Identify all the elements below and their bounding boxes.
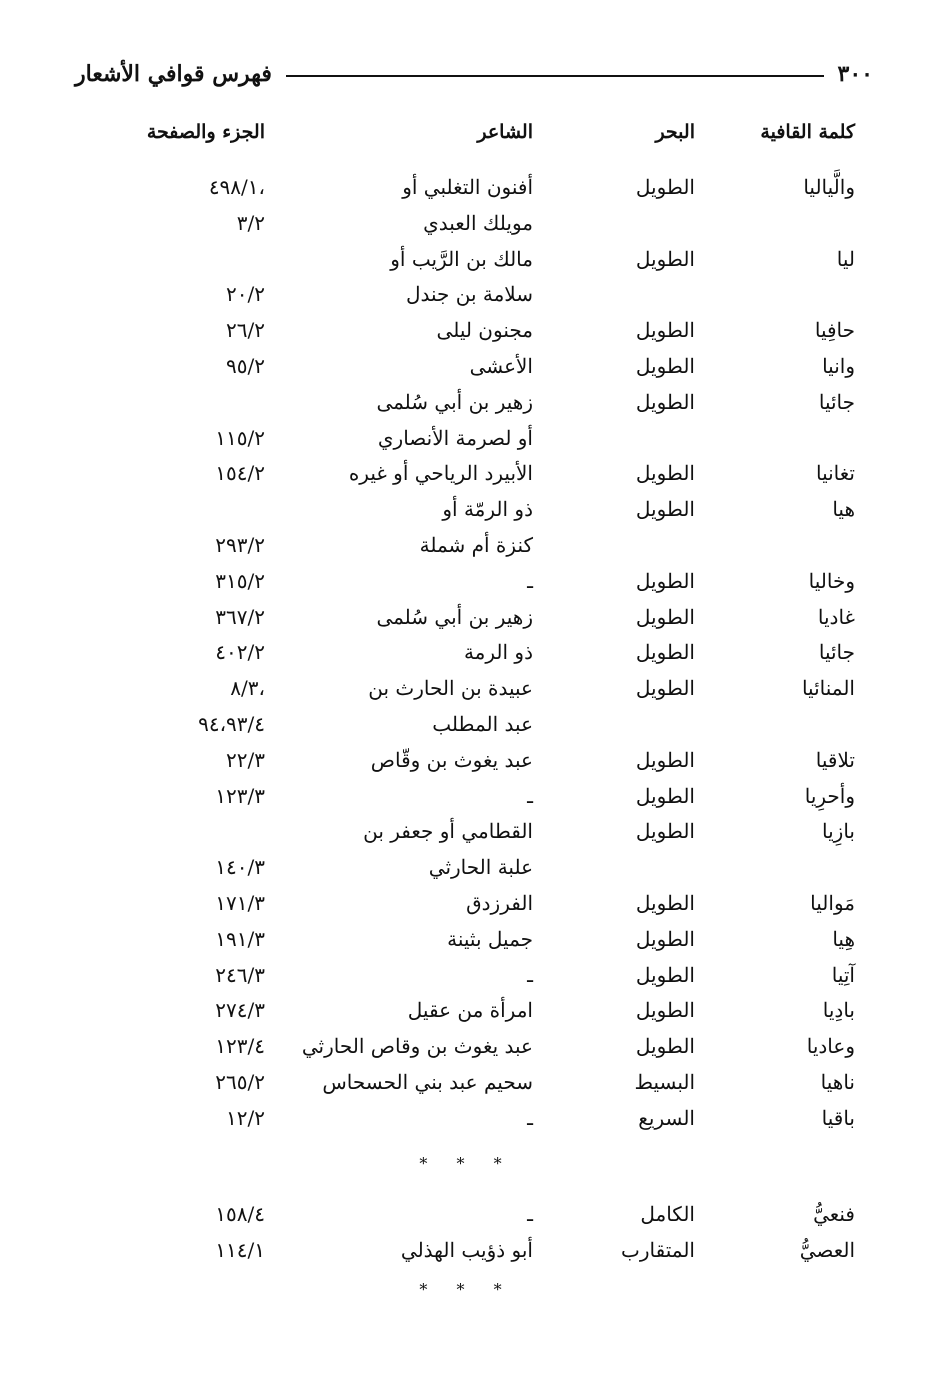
volume-page: ٢٩٣/٢	[215, 533, 265, 557]
page-number: ٣٠٠	[837, 61, 873, 87]
meter: الطويل	[635, 891, 695, 915]
meter: الطويل	[635, 747, 695, 772]
meter: الطويل	[635, 354, 695, 378]
poet: عبيدة بن الحارث بن	[368, 676, 533, 701]
rhyme-word: والَّياليا	[803, 175, 855, 199]
volume-page: ٢٢/٣	[226, 747, 265, 772]
table-row	[0, 992, 933, 1028]
volume-page: ١١٤/١	[215, 1238, 265, 1262]
poet: عبد يغوث بن وقّاص	[370, 747, 533, 772]
meter: الطويل	[635, 962, 695, 987]
rhyme-word: حافِيا	[814, 318, 855, 343]
poet: الأبيرد الرياحي أو غيره	[348, 461, 533, 486]
meter: الطويل	[635, 246, 695, 271]
poet: كنزة أم شملة	[419, 533, 533, 557]
rhyme-word: هِيا	[832, 926, 855, 951]
poet: امرأة من عقيل	[407, 998, 533, 1023]
poet: ـ	[527, 1105, 533, 1130]
meter: السريع	[638, 1105, 695, 1130]
meter: الطويل	[635, 819, 695, 844]
poet: الأعشى	[469, 354, 533, 378]
table-row	[0, 527, 933, 563]
volume-page: ٣٦٧/٢	[215, 604, 265, 629]
volume-page: ٢٠/٢	[226, 282, 265, 307]
volume-page: ١٩١/٣	[215, 926, 265, 951]
meter: الطويل	[635, 604, 695, 629]
table-row	[0, 921, 933, 957]
table-row	[0, 241, 933, 277]
poet: علبة الحارثي	[428, 855, 533, 880]
table-row	[0, 885, 933, 921]
rhyme-word: تلاقيا	[815, 747, 855, 772]
volume-page: ٩٥/٢	[226, 354, 265, 378]
header-rule	[286, 75, 824, 77]
table-row	[0, 205, 933, 241]
rhyme-word: العصيُّ	[799, 1238, 855, 1262]
poet: عبد يغوث بن وقاص الحارثي	[301, 1034, 533, 1059]
rhyme-word: جائيا	[818, 389, 855, 414]
poet: ـ	[527, 568, 533, 593]
poet: ذو الرمّة أو	[442, 497, 533, 522]
poet: ـ	[527, 1202, 533, 1226]
table-row	[0, 634, 933, 670]
meter: الطويل	[635, 175, 695, 199]
table-row	[0, 420, 933, 456]
meter: الطويل	[635, 998, 695, 1023]
rhyme-word: بازِيا	[822, 819, 855, 844]
volume-page: ٣/٢	[236, 210, 265, 235]
table-row	[0, 1232, 933, 1268]
meter: الطويل	[635, 926, 695, 951]
poet: زهير بن أبي سُلمى	[376, 604, 533, 629]
volume-page: ٤٩٨/١،	[208, 175, 265, 199]
table-row	[0, 849, 933, 885]
table-row	[0, 563, 933, 599]
rhyme-word: ليا	[836, 246, 855, 271]
table-row	[0, 670, 933, 706]
poet: أفنون التغلبي أو	[402, 175, 533, 199]
rhyme-word: وخاليا	[808, 568, 855, 593]
meter: الطويل	[635, 497, 695, 522]
poet: عبد المطلب	[432, 712, 533, 736]
meter: البسيط	[634, 1070, 695, 1094]
table-row	[0, 348, 933, 384]
table-row	[0, 742, 933, 778]
volume-page: ٢٤٦/٣	[215, 962, 265, 987]
table-row	[0, 706, 933, 742]
meter: الطويل	[635, 1034, 695, 1059]
meter: الطويل	[635, 783, 695, 808]
column-headers	[0, 114, 933, 150]
rhyme-word: بادِيا	[822, 998, 855, 1023]
volume-page: ١٤٠/٣	[215, 855, 265, 880]
volume-page: ٤٠٢/٢	[215, 640, 265, 665]
rhyme-word: جائيا	[818, 640, 855, 665]
meter: المتقارب	[621, 1238, 695, 1262]
table-row	[0, 276, 933, 312]
rhyme-word: فنعيُّ	[813, 1202, 855, 1226]
poet: الفرزدق	[466, 891, 533, 915]
table-row	[0, 1028, 933, 1064]
rhyme-word: وعاديا	[806, 1034, 855, 1059]
poet: سلامة بن جندل	[405, 282, 533, 307]
table-row	[0, 778, 933, 814]
volume-page: ٨/٣،	[230, 676, 265, 701]
table-row	[0, 1196, 933, 1232]
rhyme-word: وأحرِيا	[804, 783, 855, 808]
table-row	[0, 1064, 933, 1100]
volume-page: ٣١٥/٢	[215, 568, 265, 593]
poet: القطامي أو جعفر بن	[363, 819, 533, 844]
table-row	[0, 169, 933, 205]
volume-page: ١٢٣/٤	[215, 1034, 265, 1059]
poet: ـ	[527, 962, 533, 987]
volume-page: ١٥٤/٢	[215, 461, 265, 486]
table-row	[0, 491, 933, 527]
table-row	[0, 312, 933, 348]
table-row	[0, 384, 933, 420]
table-row	[0, 813, 933, 849]
separator-1: * * *	[419, 1154, 514, 1173]
running-title: فهرس قوافي الأشعار	[75, 61, 272, 87]
meter: الطويل	[635, 389, 695, 414]
poet: أو لصرمة الأنصاري	[377, 425, 533, 450]
table-row	[0, 1100, 933, 1136]
table-row	[0, 599, 933, 635]
col-header-poet: الشاعر	[477, 121, 533, 143]
rhyme-word: تغانيا	[815, 461, 855, 486]
separator-2: * * *	[419, 1280, 514, 1299]
poet: مالك بن الرَّيب أو	[390, 246, 533, 271]
table-row	[0, 957, 933, 993]
rhyme-word: المنائيا	[801, 676, 855, 701]
col-header-meter: البحر	[655, 121, 695, 143]
rhyme-word: باقيا	[821, 1105, 855, 1130]
rhyme-word: ناهيا	[820, 1070, 855, 1094]
volume-page: ١١٥/٢	[215, 425, 265, 450]
poet: جميل بثينة	[447, 926, 533, 951]
volume-page: ١٥٨/٤	[215, 1202, 265, 1226]
meter: الطويل	[635, 461, 695, 486]
meter: الطويل	[635, 676, 695, 701]
rhyme-word: وانيا	[822, 354, 855, 378]
volume-page: ١٢٣/٣	[215, 783, 265, 808]
volume-page: ٩٤،٩٣/٤	[198, 712, 265, 736]
meter: الطويل	[635, 640, 695, 665]
table-row	[0, 455, 933, 491]
rhyme-word: غاديا	[817, 604, 855, 629]
poet: سحيم عبد بني الحسحاس	[322, 1070, 533, 1094]
poet: مويلك العبدي	[423, 210, 533, 235]
volume-page: ١٢/٢	[226, 1105, 265, 1130]
poet: زهير بن أبي سُلمى	[376, 389, 533, 414]
rhyme-word: هيا	[832, 497, 855, 522]
rhyme-word: مَواليا	[810, 891, 855, 915]
rhyme-word: آتِيا	[831, 962, 855, 987]
meter: الطويل	[635, 318, 695, 343]
meter: الكامل	[640, 1202, 695, 1226]
col-header-word: كلمة القافية	[760, 121, 855, 143]
col-header-ref: الجزء والصفحة	[146, 121, 265, 143]
poet: ـ	[527, 783, 533, 808]
meter: الطويل	[635, 568, 695, 593]
poet: مجنون ليلى	[436, 318, 533, 343]
volume-page: ٢٦/٢	[226, 318, 265, 343]
poet: ذو الرمة	[463, 640, 533, 665]
volume-page: ٢٧٤/٣	[215, 998, 265, 1023]
page-header	[75, 56, 873, 92]
volume-page: ٢٦٥/٢	[215, 1070, 265, 1094]
volume-page: ١٧١/٣	[215, 891, 265, 915]
poet: أبو ذؤيب الهذلي	[400, 1238, 533, 1262]
